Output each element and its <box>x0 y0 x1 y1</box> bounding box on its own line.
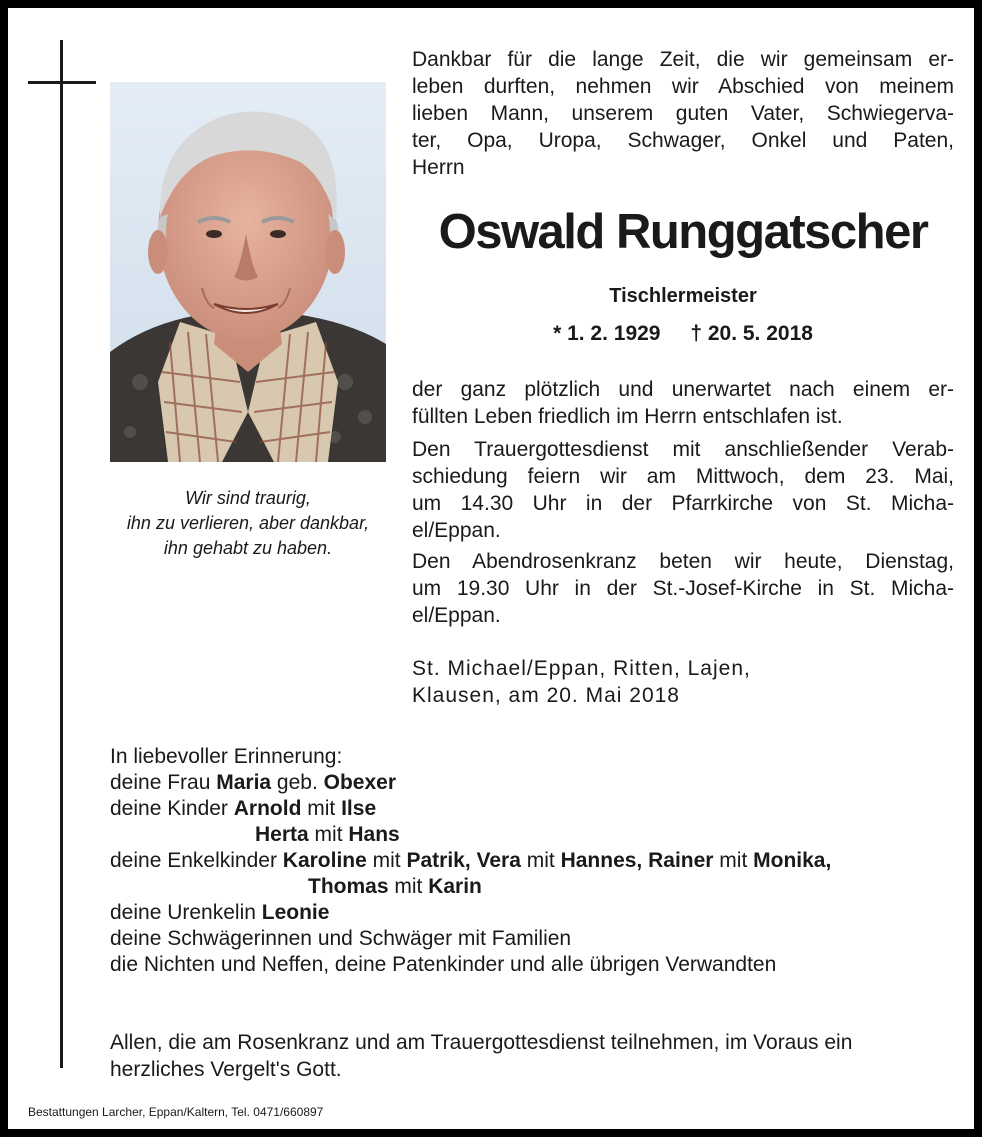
grandchild-name: Karoline <box>282 849 367 872</box>
label: mit <box>713 849 754 872</box>
deceased-title: Tischlermeister <box>609 285 757 307</box>
label: mit <box>308 823 349 846</box>
grandchild-name: Hannes, Rainer <box>560 849 714 872</box>
place-line: Klausen, am 20. Mai 2018 <box>412 684 680 707</box>
deceased-name: Oswald Runggatscher <box>438 205 928 259</box>
grandchildren-line <box>110 848 970 874</box>
label: mit <box>520 849 561 872</box>
grandchild-name: Patrik, Vera <box>406 849 521 872</box>
portrait-photo <box>110 82 386 462</box>
wife-name: Maria <box>216 771 272 794</box>
death-date: † 20. 5. 2018 <box>690 322 813 345</box>
birth-date: * 1. 2. 1929 <box>553 322 661 345</box>
text-line: Den Trauergottesdienst mit anschließender Verab- <box>412 438 954 461</box>
funeral-home-footer: Bestattungen Larcher, Eppan/Kaltern, Tel. 0471/660897 <box>28 1105 324 1119</box>
great-grandchild-name: Leonie <box>261 901 330 924</box>
text-line: um 19.30 Uhr in der St.-Josef-Kirche in St. Micha- <box>412 577 954 600</box>
thanks-line: herzliches Vergelt's Gott. <box>110 1058 342 1081</box>
text-line: der ganz plötzlich und unerwartet nach einem er- <box>412 378 954 401</box>
intro-line: lieben Mann, unserem guten Vater, Schwiegerva- <box>412 102 954 125</box>
intro-paragraph <box>412 46 954 181</box>
text-line: füllten Leben friedlich im Herrn entschlafen ist. <box>412 405 843 428</box>
label: mit <box>388 875 429 898</box>
in-laws-line: deine Schwägerinnen und Schwäger mit Familien <box>110 927 572 950</box>
wife-maiden-name: Obexer <box>323 771 397 794</box>
great-grandchild-line <box>110 900 970 926</box>
label: mit <box>301 797 342 820</box>
motto <box>98 486 398 561</box>
partner-name: Monika, <box>753 849 832 872</box>
child-name: Arnold <box>233 797 302 820</box>
life-dates <box>412 320 954 348</box>
motto-line: ihn zu verlieren, aber dankbar, <box>126 513 370 533</box>
motto-line: Wir sind traurig, <box>185 488 311 508</box>
wife-line <box>110 770 970 796</box>
child-name: Herta <box>255 823 309 846</box>
cross-icon-bar <box>28 81 96 84</box>
partner-name: Ilse <box>341 797 377 820</box>
label: deine Enkelkinder <box>110 849 283 872</box>
intro-line: leben durften, nehmen wir Abschied von meinem <box>412 75 954 98</box>
text-line: el/Eppan. <box>412 519 501 542</box>
children-line-2 <box>110 822 970 848</box>
thanks-paragraph <box>110 1029 956 1083</box>
intro-line: ter, Opa, Uropa, Schwager, Onkel und Paten, <box>412 129 954 152</box>
motto-line: ihn gehabt zu haben. <box>163 538 333 558</box>
mourners-list <box>110 744 970 978</box>
grandchild-name: Thomas <box>308 875 389 898</box>
text-line: um 14.30 Uhr in der Pfarrkirche von St. Micha- <box>412 492 954 515</box>
place-date <box>412 655 954 709</box>
text-line: Den Abendrosenkranz beten wir heute, Dienstag, <box>412 550 954 573</box>
children-line <box>110 796 970 822</box>
mourners-heading: In liebevoller Erinnerung: <box>110 745 343 768</box>
label: mit <box>366 849 407 872</box>
cross-icon <box>60 40 63 1068</box>
partner-name: Hans <box>348 823 400 846</box>
label: deine Kinder <box>110 797 234 820</box>
grandchildren-line-2 <box>110 874 970 900</box>
label: geb. <box>271 771 324 794</box>
thanks-line: Allen, die am Rosenkranz und am Trauergottesdienst teilnehmen, im Voraus ein <box>110 1031 853 1054</box>
intro-line: Herrn <box>412 156 465 179</box>
text-line: schiedung feiern wir am Mittwoch, dem 23. Mai, <box>412 465 954 488</box>
text-line: el/Eppan. <box>412 604 501 627</box>
death-paragraph <box>412 376 954 430</box>
place-line: St. Michael/Eppan, Ritten, Lajen, <box>412 657 751 680</box>
relatives-line: die Nichten und Neffen, deine Patenkinder und alle übrigen Verwandten <box>110 953 777 976</box>
intro-line: Dankbar für die lange Zeit, die wir gemeinsam er- <box>412 48 954 71</box>
rosary-paragraph <box>412 548 954 629</box>
label: deine Frau <box>110 771 217 794</box>
label: deine Urenkelin <box>110 901 262 924</box>
partner-name: Karin <box>428 875 482 898</box>
funeral-paragraph <box>412 436 954 544</box>
